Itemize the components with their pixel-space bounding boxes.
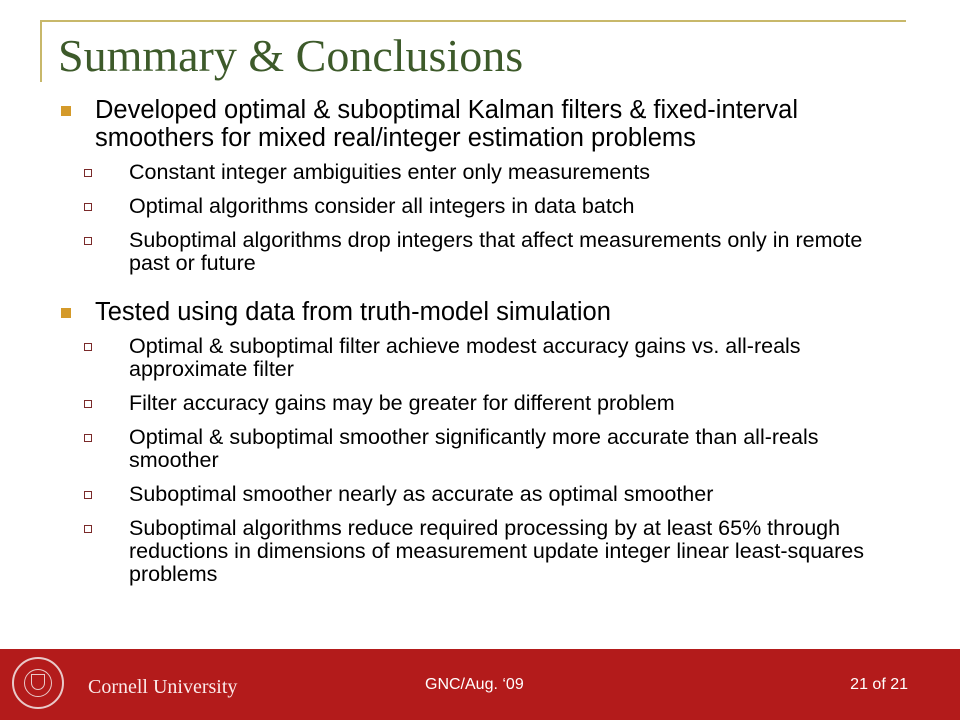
frame-line-left bbox=[40, 20, 42, 82]
sub-bullet bbox=[58, 195, 908, 218]
sub-bullet-text: Optimal & suboptimal filter achieve modest accuracy gains vs. all-reals approximate filter bbox=[129, 334, 801, 381]
sub-bullet-text: Filter accuracy gains may be greater for different problem bbox=[129, 391, 675, 415]
hollow-square-bullet-icon bbox=[84, 237, 92, 245]
sub-bullet-text: Constant integer ambiguities enter only measurements bbox=[129, 160, 651, 184]
page-number: 21 of 21 bbox=[850, 676, 908, 693]
sub-bullet bbox=[58, 229, 908, 275]
hollow-square-bullet-icon bbox=[84, 169, 92, 177]
cornell-seal-icon bbox=[12, 657, 64, 709]
sub-bullet bbox=[58, 426, 908, 472]
square-bullet-icon bbox=[61, 308, 71, 318]
bullet-developed bbox=[58, 96, 908, 152]
bullet-tested bbox=[58, 298, 908, 326]
university-logo-text: Cornell University bbox=[88, 676, 238, 698]
slide-content bbox=[58, 96, 908, 597]
section-gap bbox=[58, 286, 908, 298]
sub-bullet-text: Optimal & suboptimal smoother significantly more accurate than all-reals smoother bbox=[129, 425, 819, 472]
sub-bullet-text: Suboptimal smoother nearly as accurate as optimal smoother bbox=[129, 482, 714, 506]
sub-bullet-text: Suboptimal algorithms reduce required processing by at least 65% through reductions in dimensions of measurement update integer linear least-squares problems bbox=[129, 516, 864, 586]
bullet-text: Tested using data from truth-model simulation bbox=[95, 298, 611, 326]
bullet-text: Developed optimal & suboptimal Kalman filters & fixed-interval smoothers for mixed real/integer estimation problems bbox=[95, 96, 798, 152]
sub-bullet bbox=[58, 517, 908, 586]
hollow-square-bullet-icon bbox=[84, 343, 92, 351]
sub-bullet-text: Optimal algorithms consider all integers in data batch bbox=[129, 194, 635, 218]
seal-shield bbox=[31, 674, 45, 690]
sub-bullet bbox=[58, 161, 908, 184]
hollow-square-bullet-icon bbox=[84, 491, 92, 499]
square-bullet-icon bbox=[61, 106, 71, 116]
sub-bullet bbox=[58, 335, 908, 381]
sub-bullet-text: Suboptimal algorithms drop integers that affect measurements only in remote past or future bbox=[129, 228, 863, 275]
hollow-square-bullet-icon bbox=[84, 434, 92, 442]
slide-title: Summary & Conclusions bbox=[58, 30, 524, 81]
footer-bar bbox=[0, 649, 960, 720]
hollow-square-bullet-icon bbox=[84, 525, 92, 533]
frame-line-top bbox=[40, 20, 906, 22]
event-label: GNC/Aug. ‘09 bbox=[425, 676, 524, 693]
sub-bullet bbox=[58, 392, 908, 415]
hollow-square-bullet-icon bbox=[84, 203, 92, 211]
hollow-square-bullet-icon bbox=[84, 400, 92, 408]
sub-bullet bbox=[58, 483, 908, 506]
